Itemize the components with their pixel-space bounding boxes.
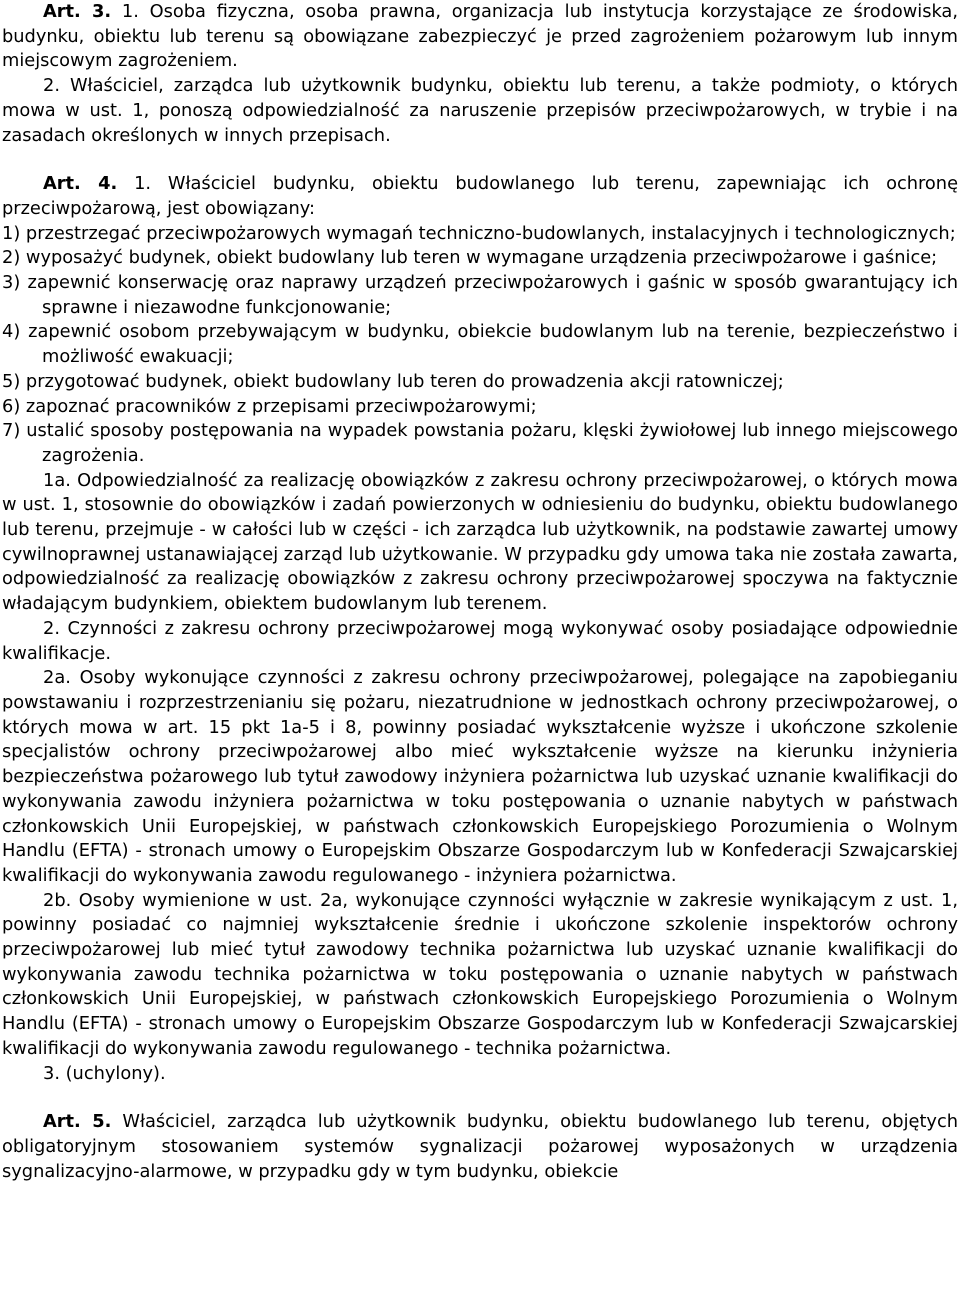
art3-paragraph-1 bbox=[2, 0, 958, 74]
art4-paragraph-1a: 1a. Odpowiedzialność za realizację obowiązków z zakresu ochrony przeciwpożarowej, o których mowa w ust. 1, stosownie do obowiązków i zadań powierzonych w odniesieniu do budynku, obiektu budowlanego lub terenu, przejmuje - w całości lub w części - ich zarządca lub użytkownik, na podstawie zawartej umowy cywilnoprawnej ustanawiającej zarząd lub użytkowanie. W przypadku gdy umowa taka nie została zawarta, odpowiedzialność za realizację obowiązków z zakresu ochrony przeciwpożarowej spoczywa na faktycznie władającym budynkiem, obiektem budowlanym lub terenem. bbox=[2, 469, 958, 615]
art4-intro-text: 1. Właściciel budynku, obiektu budowlanego lub terenu, zapewniając ich ochronę przeciwpożarową, jest obowiązany: bbox=[2, 173, 959, 219]
art4-paragraph-1 bbox=[2, 172, 958, 221]
art4-list-item-6: 6) zapoznać pracowników z przepisami przeciwpożarowymi; bbox=[2, 395, 537, 417]
art4-list-item-2: 2) wyposażyć budynek, obiekt budowlany lub teren w wymagane urządzenia przeciwpożarowe i gaśnice; bbox=[2, 247, 938, 269]
art4-paragraph-2: 2. Czynności z zakresu ochrony przeciwpożarowej mogą wykonywać osoby posiadające odpowiednie kwalifikacje. bbox=[2, 617, 958, 664]
art4-paragraph-2b: 2b. Osoby wymienione w ust. 2a, wykonujące czynności wyłącznie w zakresie wynikającym z ust. 1, powinny posiadać co najmniej wykształcenie średnie i ukończone szkolenie inspektorów ochrony przeciwpożarowej lub mieć tytuł zawodowy technika pożarnictwa lub uzyskać uznanie kwalifikacji do wykonywania zawodu technika pożarnictwa w toku postępowania o uznanie nabytych w państwach członkowskich Unii Europejskiej, w państwach członkowskich Europejskiego Porozumienia o Wolnym Handlu (EFTA) - stronach umowy o Europejskim Obszarze Gospodarczym lub w Konfederacji Szwajcarskiej kwalifikacji do wykonywania zawodu regulowanego - technika pożarnictwa. bbox=[2, 889, 958, 1059]
art4-list-item-4: 4) zapewnić osobom przebywającym w budynku, obiekcie budowlanym lub na terenie, bezpieczeństwo i możliwość ewakuacji; bbox=[2, 321, 958, 368]
art4-list-item-1: 1) przestrzegać przeciwpożarowych wymagań techniczno-budowlanych, instalacyjnych i technologicznych; bbox=[2, 222, 956, 244]
art4-paragraph-3: 3. (uchylony). bbox=[43, 1062, 166, 1084]
art5-paragraph bbox=[2, 1110, 958, 1184]
art4-paragraph-2a: 2a. Osoby wykonujące czynności z zakresu ochrony przeciwpożarowej, polegające na zapobieganiu powstawaniu i rozprzestrzenianiu się pożaru, niezatrudnione w jednostkach ochrony przeciwpożarowej, o których mowa w art. 15 pkt 1a-5 i 8, powinny posiadać wykształcenie wyższe i ukończone szkolenie specjalistów ochrony przeciwpożarowej albo mieć wykształcenie wyższe na kierunku inżynieria bezpieczeństwa pożarowego lub tytuł zawodowy inżyniera pożarnictwa lub uzyskać uznanie kwalifikacji do wykonywania zawodu inżyniera pożarnictwa w toku postępowania o uznanie nabytych w państwach członkowskich Unii Europejskiej, w państwach członkowskich Europejskiego Porozumienia o Wolnym Handlu (EFTA) - stronach umowy o Europejskim Obszarze Gospodarczym lub w Konfederacji Szwajcarskiej kwalifikacji do wykonywania zawodu regulowanego - inżyniera pożarnictwa. bbox=[2, 667, 958, 886]
art4-heading: Art. 4. bbox=[43, 173, 118, 195]
art4-list-item-5: 5) przygotować budynek, obiekt budowlany lub teren do prowadzenia akcji ratowniczej; bbox=[2, 370, 784, 392]
art3-paragraph-2: 2. Właściciel, zarządca lub użytkownik budynku, obiektu lub terenu, a także podmioty, o których mowa w ust. 1, ponoszą odpowiedzialność za naruszenie przepisów przeciwpożarowych, w trybie i na zasadach określonych w innych przepisach. bbox=[2, 75, 958, 146]
art5-heading: Art. 5. bbox=[43, 1111, 112, 1133]
art3-heading: Art. 3. bbox=[43, 1, 112, 22]
art4-list-item-3: 3) zapewnić konserwację oraz naprawy urządzeń przeciwpożarowych i gaśnic w sposób gwarantujący ich sprawne i niezawodne funkcjonowanie; bbox=[2, 272, 958, 318]
art5-text: Właściciel, zarządca lub użytkownik budynku, obiektu budowlanego lub terenu, objętych obligatoryjnym stosowaniem systemów sygnalizacji pożarowej wyposażonych w urządzenia sygnalizacyjno-alarmowe, w przypadku gdy w tym budynku, obiekcie bbox=[2, 1111, 958, 1182]
art4-list-item-7: 7) ustalić sposoby postępowania na wypadek powstania pożaru, klęski żywiołowej lub innego miejscowego zagrożenia. bbox=[2, 420, 958, 466]
art3-p1-text: 1. Osoba fizyczna, osoba prawna, organizacja lub instytucja korzystające ze środowiska, budynku, obiektu lub terenu są obowiązane zabezpieczyć je przed zagrożeniem pożarowym lub innym miejscowym zagrożeniem. bbox=[2, 1, 958, 72]
